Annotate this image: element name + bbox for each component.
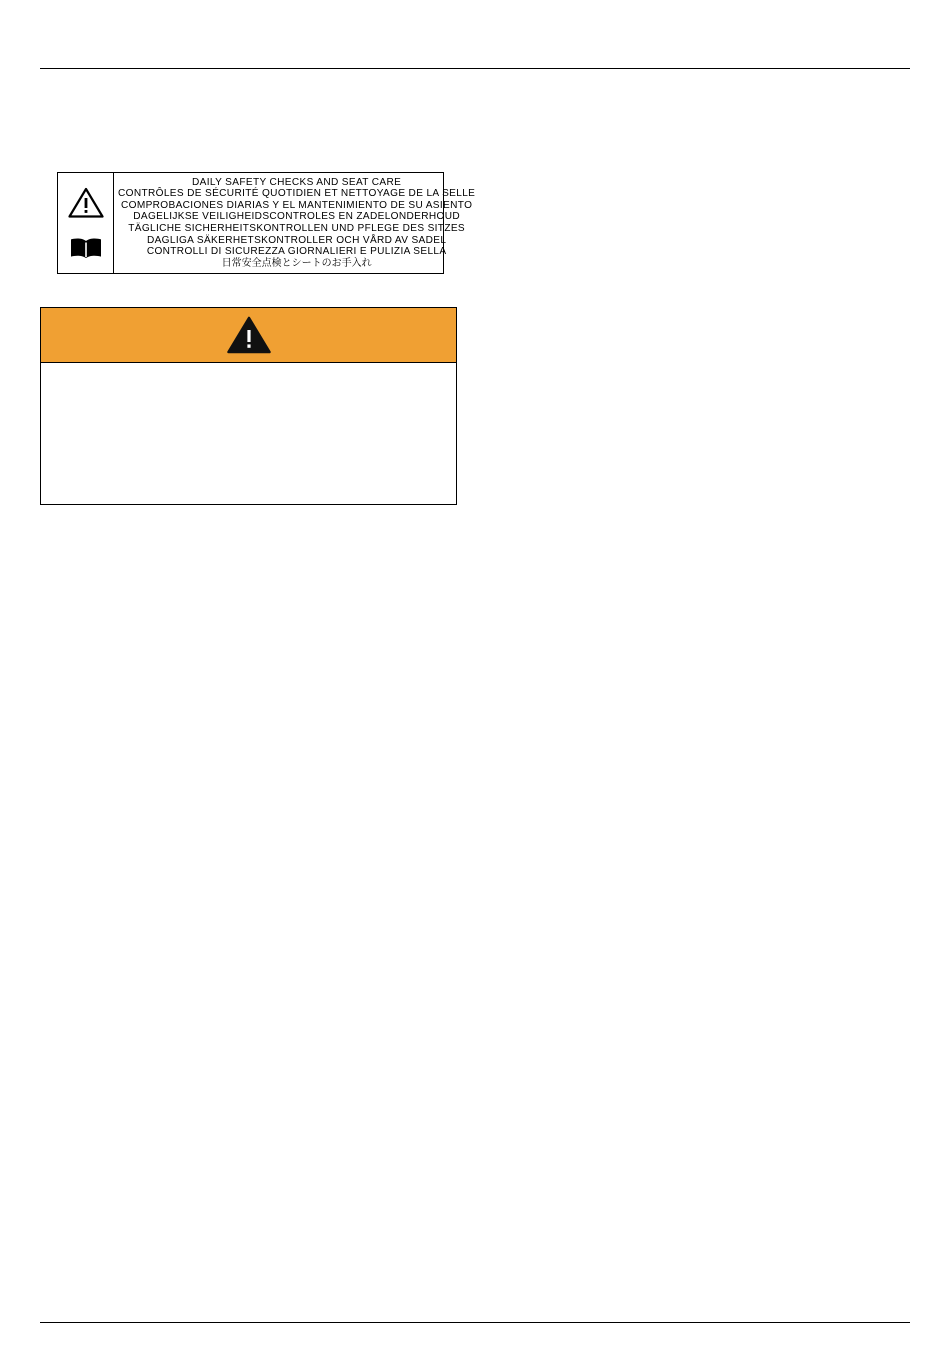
title-line: CONTRÔLES DE SÉCURITÉ QUOTIDIEN ET NETTOYAGE DE LA SELLE bbox=[118, 188, 476, 200]
footer-rule bbox=[40, 1322, 910, 1323]
warning-triangle-icon bbox=[68, 187, 104, 218]
header-rule bbox=[40, 68, 910, 69]
multilingual-title-box bbox=[57, 172, 476, 274]
warning-triangle-icon bbox=[227, 316, 271, 354]
open-book-icon bbox=[69, 237, 103, 259]
warning-callout-box bbox=[40, 307, 457, 505]
title-line: 日常安全点検とシートのお手入れ bbox=[221, 257, 372, 269]
title-line: DAILY SAFETY CHECKS AND SEAT CARE bbox=[192, 176, 402, 188]
warning-callout-body bbox=[41, 363, 456, 504]
warning-callout-header bbox=[41, 308, 456, 363]
multilingual-title-text bbox=[114, 173, 479, 273]
title-line: DAGELIJKSE VEILIGHEIDSCONTROLES EN ZADELONDERHOUD bbox=[133, 211, 461, 223]
title-line: TÄGLICHE SICHERHEITSKONTROLLEN UND PFLEGE DES SITZES bbox=[128, 223, 466, 234]
title-line: CONTROLLI DI SICUREZZA GIORNALIERI E PULIZIA SELLA bbox=[146, 246, 447, 258]
title-line: COMPROBACIONES DIARIAS Y EL MANTENIMIENTO DE SU ASIENTO bbox=[120, 199, 473, 211]
title-line: DAGLIGA SÄKERHETSKONTROLLER OCH VÅRD AV SADEL bbox=[146, 234, 447, 246]
icon-column bbox=[58, 173, 114, 273]
